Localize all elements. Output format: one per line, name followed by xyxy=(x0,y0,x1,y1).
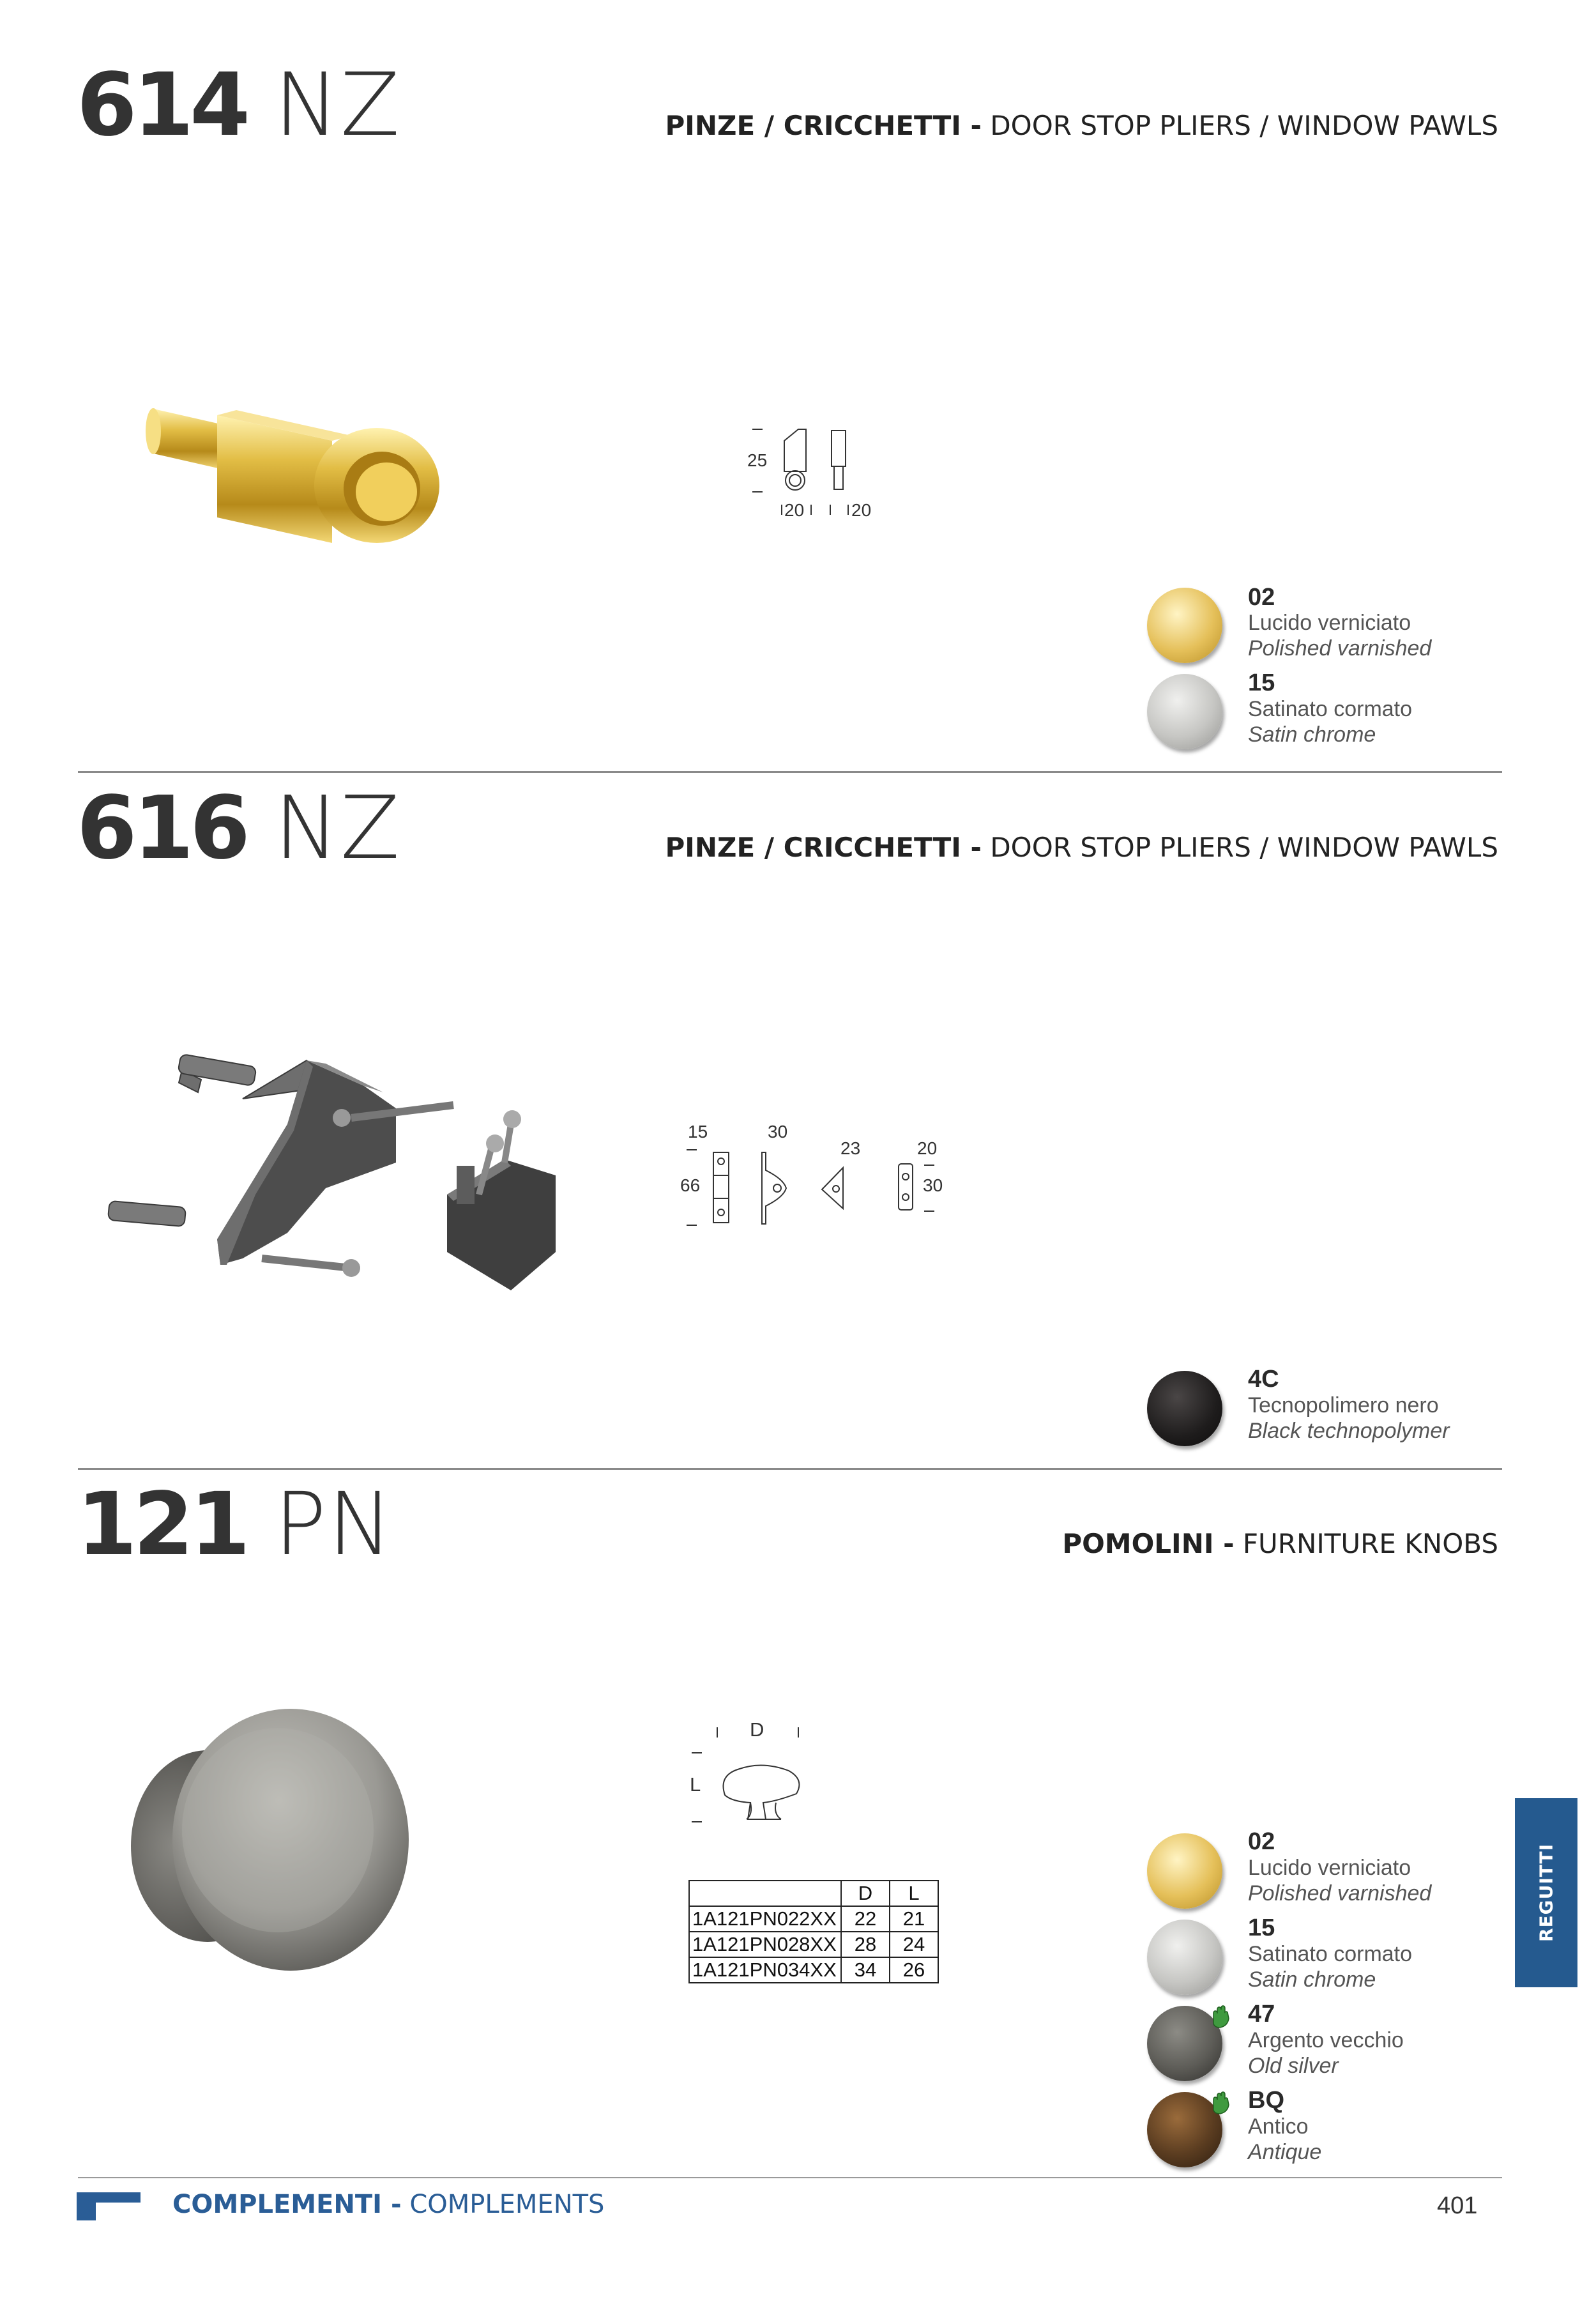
finish-code: 02 xyxy=(1248,584,1275,611)
finish-swatch xyxy=(1147,1371,1222,1446)
brand-logo-icon xyxy=(77,2192,141,2220)
footer-title-en: COMPLEMENTS xyxy=(409,2190,605,2219)
product-code xyxy=(77,778,402,879)
product-photo-furniture-knob xyxy=(118,1690,418,1990)
table-row xyxy=(689,1932,938,1957)
dimension-height: 25 xyxy=(747,450,768,470)
product-category xyxy=(1062,1528,1498,1559)
finish-name-en: Polished varnished xyxy=(1248,1881,1432,1906)
dimension-width: 20 xyxy=(851,500,872,520)
page-number: 401 xyxy=(1437,2192,1478,2219)
finish-code: 47 xyxy=(1248,2001,1275,2028)
finish-name-en: Old silver xyxy=(1248,2054,1339,2078)
footer-section-title xyxy=(172,2190,604,2219)
finish-code: 15 xyxy=(1248,669,1275,696)
dimension-label: 30 xyxy=(768,1122,788,1142)
finish-name-en: Black technopolymer xyxy=(1248,1419,1450,1443)
product-code-suffix: PN xyxy=(274,1474,394,1575)
eco-hand-icon xyxy=(1208,2005,1234,2030)
finish-name-en: Antique xyxy=(1248,2140,1322,2164)
table-row xyxy=(689,1906,938,1932)
finish-name-it: Lucido verniciato xyxy=(1248,611,1411,635)
product-photo-window-pawl-kit xyxy=(96,1048,568,1297)
finish-swatch xyxy=(1147,588,1222,663)
product-code-suffix: NZ xyxy=(274,778,402,879)
finish-name-it: Argento vecchio xyxy=(1248,2028,1404,2052)
category-en: DOOR STOP PLIERS / WINDOW PAWLS xyxy=(990,110,1498,141)
category-it: PINZE / CRICCHETTI - xyxy=(665,832,982,863)
finish-code: 15 xyxy=(1248,1914,1275,1941)
product-code xyxy=(77,55,402,156)
category-it: POMOLINI - xyxy=(1062,1528,1235,1559)
table-header-cell: L xyxy=(890,1881,938,1906)
section-side-tab[interactable] xyxy=(1515,1798,1577,1987)
finish-name-en: Polished varnished xyxy=(1248,636,1432,661)
product-code-number: 614 xyxy=(77,55,247,156)
table-cell: 34 xyxy=(841,1957,890,1983)
product-category xyxy=(665,832,1498,863)
table-cell: 28 xyxy=(841,1932,890,1957)
table-cell: 1A121PN034XX xyxy=(689,1957,841,1983)
dimension-diameter: D xyxy=(750,1718,764,1741)
table-row xyxy=(689,1957,938,1983)
dimension-label: 20 xyxy=(917,1138,938,1158)
section-divider xyxy=(78,1468,1502,1470)
finish-name-it: Lucido verniciato xyxy=(1248,1856,1411,1880)
table-header-cell xyxy=(689,1881,841,1906)
table-header-cell: D xyxy=(841,1881,890,1906)
finish-code: BQ xyxy=(1248,2087,1284,2114)
dimension-label: 23 xyxy=(840,1138,861,1158)
dimension-label: 15 xyxy=(688,1122,708,1142)
product-code-suffix: NZ xyxy=(274,55,402,156)
finish-swatch xyxy=(1147,1920,1222,1995)
dimension-label: 30 xyxy=(923,1175,943,1195)
product-code-number: 616 xyxy=(77,778,247,879)
product-category xyxy=(665,110,1498,141)
product-code-number: 121 xyxy=(77,1474,247,1575)
footer-divider xyxy=(78,2177,1502,2178)
table-cell: 1A121PN022XX xyxy=(689,1906,841,1932)
finish-swatch xyxy=(1147,674,1222,749)
finish-name-en: Satin chrome xyxy=(1248,722,1376,747)
dimension-label: 66 xyxy=(680,1175,701,1195)
side-tab-label: REGUITTI xyxy=(1535,1843,1557,1943)
category-en: FURNITURE KNOBS xyxy=(1242,1528,1498,1559)
finish-code: 02 xyxy=(1248,1828,1275,1855)
category-it: PINZE / CRICCHETTI - xyxy=(665,110,982,141)
eco-hand-icon xyxy=(1208,2091,1234,2116)
dimension-width: 20 xyxy=(784,500,805,520)
finish-name-it: Antico xyxy=(1248,2114,1309,2139)
table-cell: 21 xyxy=(890,1906,938,1932)
article-code-table xyxy=(688,1880,939,1983)
table-header-row xyxy=(689,1881,938,1906)
finish-swatch xyxy=(1147,1833,1222,1909)
finish-name-it: Satinato cormato xyxy=(1248,697,1413,721)
finish-name-en: Satin chrome xyxy=(1248,1967,1376,1992)
footer-title-it: COMPLEMENTI - xyxy=(172,2190,402,2219)
table-cell: 24 xyxy=(890,1932,938,1957)
section-divider xyxy=(78,771,1502,773)
table-cell: 22 xyxy=(841,1906,890,1932)
finish-code: 4C xyxy=(1248,1366,1279,1393)
table-cell: 26 xyxy=(890,1957,938,1983)
category-en: DOOR STOP PLIERS / WINDOW PAWLS xyxy=(990,832,1498,863)
table-cell: 1A121PN028XX xyxy=(689,1932,841,1957)
product-code xyxy=(77,1474,394,1575)
finish-name-it: Satinato cormato xyxy=(1248,1942,1413,1966)
finish-name-it: Tecnopolimero nero xyxy=(1248,1393,1439,1417)
product-photo-door-stop-plier xyxy=(141,396,447,562)
dimension-length: L xyxy=(690,1773,701,1796)
